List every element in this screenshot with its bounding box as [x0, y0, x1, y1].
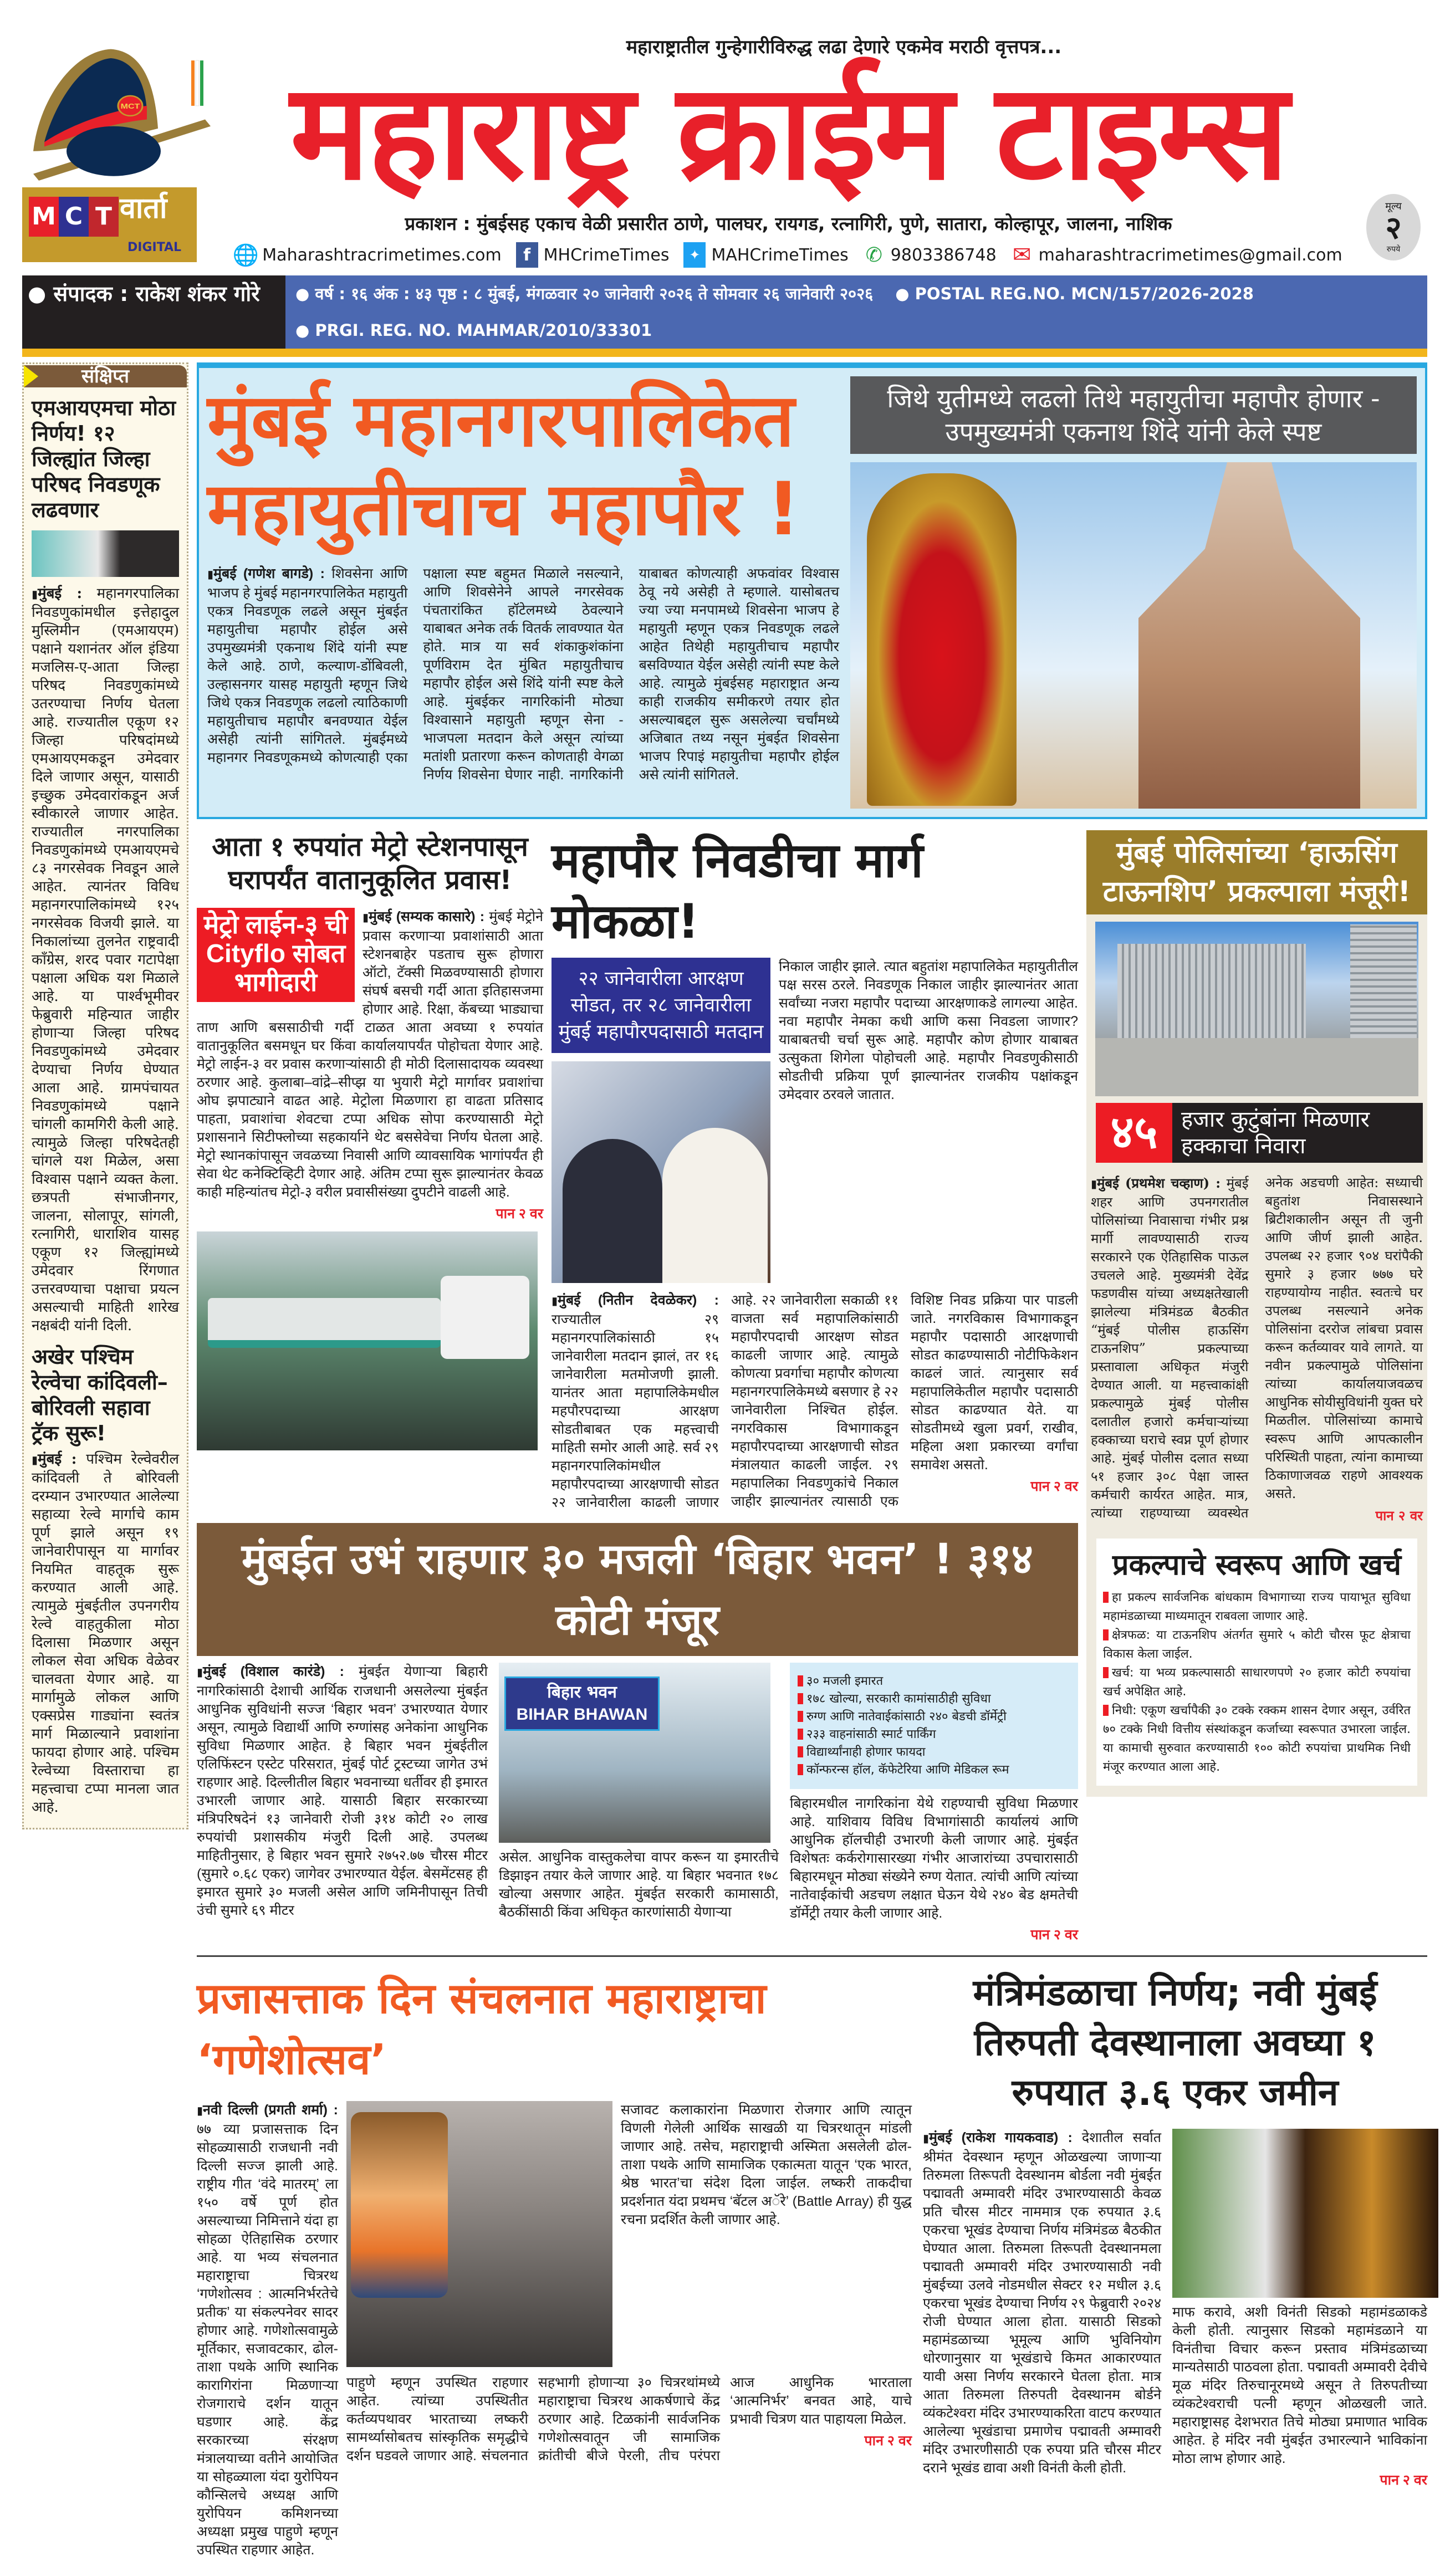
- mayor-body: [552, 1291, 1078, 1512]
- logo-word: वार्ता: [120, 192, 167, 225]
- continued-link[interactable]: पान २ वर: [1380, 2472, 1427, 2488]
- ganeshotsav-story: [197, 1968, 912, 2559]
- continued-link[interactable]: पान २ वर: [1030, 1927, 1078, 1943]
- phone-number: 9803386748: [890, 245, 997, 265]
- lead-text: शिवसेना आणि भाजप हे मुंबई महानगरपालिकेत महायुती एकत्र निवडणूक लढले असून मुंबईत महायुतीचा महापौर होईल असे उपमुख्यमंत्री एकनाथ शिंदे यांनी स्पष्ट केले आहे. ठाणे, कल्याण-डोंबिवली, उल्हासनगर यासह महायुती म्हणून जिथे जिथे एकत्र निवडणूक लढलो त्याठिकाणी महायुतीचाच महापौर बनवण्यात येईल असेही त्यांनी सांगितले. मुंबईमध्ये महानगर निवडणूकमध्ये कोणत्याही एका पक्षाला स्पष्ट बहुमत मिळाले नसल्याने, आणि शिवसेनेने आपले नगरसेवक पंचतारांकित हॉटेलमध्ये ठेवल्याने याबाबत अनेक तर्क वितर्क लावण्यात येत होते. मात्र या सर्व शंकाकुशंकांना पूर्णविराम देत मुंबित महायुतीचाच महापौर होईल असे शिंदे यांनी स्पष्ट केले आहे. मुंबईकर नागरिकांनी मोठ्या विश्वासाने महायुती म्हणून सेना - भाजपला मतदान केले असून त्यांच्या मतांशी प्रतारणा करून कोणताही वेगळा निर्णय शिवसेना घेणार नाही. नागरिकांनी याबाबत कोणत्याही अफवांवर विश्वास ठेवू नये असेही ते म्हणाले. यासोबतच ज्या ज्या मनपामध्ये शिवसेना भाजप हे महायुती म्हणून एकत्र निवडणूक लढले आहेत तिथेही महायुतीचाच महापौर बसविण्यात येईल असेही त्यांनी स्पष्ट केले आहे. त्यामुळे मुंबईसह महाराष्ट्रात अन्य काही राजकीय समीकरणे तयार होत असल्याबद्दल सुरू असलेल्या चर्चांमध्ये अजिबात तथ्य नसून मुंबईत शिवसेना भाजप रिपाइं महायुतीचा महापौर होईल असे त्यांनी सांगितले.: [207, 566, 839, 783]
- divider-strip: [22, 349, 1427, 357]
- police-housing-story: [1086, 830, 1427, 1797]
- cost-item: हा प्रकल्प सार्वजनिक बांधकाम विभागाच्या राज्य पायाभूत सुविधा महामंडळाच्या माध्यमातून राबवला जाणार आहे.: [1096, 1588, 1417, 1626]
- briefs-heading-text: संक्षिप्त: [81, 365, 130, 387]
- ganesh-idol-photo: [351, 2112, 448, 2298]
- bottom-section: [197, 1968, 1427, 2559]
- ganeshotsav-row: [197, 2101, 912, 2559]
- brief-headline: एमआयएमचा मोठा निर्णय! १२ जिल्ह्यांत जिल्हा परिषद निवडणूक लढवणार: [32, 396, 176, 522]
- info-bars: [22, 275, 1427, 349]
- tirupati-temple-collage: [1172, 2129, 1438, 2298]
- cost-item: निधी: एकूण खर्चापैकी ३० टक्के रक्कम शासन देणार असून, उर्वरित ७० टक्के निधी वित्तीय संस्थांकडून कर्जाच्या स्वरूपात उभारला जाईल. या कामाची सुरुवात करण्यासाठी १०० कोटी रुपयांचा प्राथमिक निधी मंजूर करण्यात आला आहे.: [1096, 1701, 1417, 1777]
- metro-train-photo: [197, 1231, 538, 1450]
- continued-link[interactable]: पान २ वर: [496, 1206, 543, 1221]
- byline: ▮ मुंबई (गणेश बागडे) :: [207, 566, 325, 581]
- tagline: महाराष्ट्रातील गुन्हेगारीविरुद्ध लढा देणारे एकमेव मराठी वृत्तपत्र...: [626, 36, 1062, 58]
- cost-item: खर्च: या भव्य प्रकल्पासाठी साधारणपणे २० हजार कोटी रुपयांचा खर्च अपेक्षित आहे.: [1096, 1664, 1417, 1701]
- main-area: [197, 362, 1427, 2559]
- ganeshotsav-col3: सजावट कलाकारांना मिळणारा रोजगार आणि त्यातून विणली गेलेली आर्थिक साखळी या चित्ररथातून मांडली जाणार आहे. तसेच, महाराष्ट्राची अस्मिता असलेली ढोल-ताशा पथके आणि सामाजिक एकात्मता यातून ‘एक भारत, श्रेष्ठ भारत’चा संदेश दिला जाईल. लष्करी ताकदीचा प्रदर्शनात यंदा प्रथमच ‘बॅटल अॅरे’ (Battle Array) ही युद्ध रचना प्रदर्शित केली जाणार आहे.: [621, 2102, 912, 2227]
- bihar-highlights: [790, 1663, 1078, 1789]
- families-banner: [1096, 1103, 1423, 1163]
- newspaper-title: महाराष्ट्र क्राईम टाइम्स: [290, 54, 1287, 209]
- throne-shape: [867, 473, 1017, 806]
- mayor-headline: महापौर निवडीचा मार्ग मोकळा!: [552, 833, 923, 949]
- bihar-row: [197, 1663, 1078, 1944]
- tower-shape: [1117, 944, 1306, 1049]
- mayor-chair-bmc-photo: [850, 462, 1417, 809]
- metro-headline: आता १ रुपयांत मेट्रो स्टेशनपासून घरापर्यंत वातानुकूलित प्रवास!: [212, 831, 528, 896]
- facebook-link[interactable]: [516, 242, 670, 268]
- facebook-handle: MHCrimeTimes: [543, 245, 670, 265]
- logo-letter: M: [29, 197, 59, 237]
- police-housing-headline: मुंबई पोलिसांच्या ‘हाऊसिंग टाऊनशिप’ प्रकल्पाला मंजूरी!: [1086, 830, 1427, 914]
- byline: ▮ मुंबई (नितीन देवळेकर) :: [552, 1292, 719, 1308]
- mayor-text: राज्यातील २९ महानगरपालिकांसाठी १५ जानेवारीला मतदान झालं, तर १६ जानेवारीला मतमोजणी झाली. यानंतर आता महापालिकेमधील महपौरपदाच्या आरक्षण सोडतीबाबत एक महत्त्वाची माहिती समोर आली आहे. सर्व २९ महानगरपालिकांमधील महापौरपदाच्या आरक्षणाची सोडत २२ जानेवारीला काढली जाणार आहे. २२ जानेवारीला सकाळी ११ वाजता सर्व महापालिकांसाठी महापौरपदाची आरक्षण सोडत काढली जाणार आहे. त्यामुळे कोणत्या प्रवर्गाचा महापौर कोणत्या महानगरपालिकेमध्ये बसणार हे २२ जानेवारीला निश्चित होईल. नगरविकास विभागाकडून महापौरपदाच्या आरक्षणाची सोडत मंत्रालयात काढली जाईल. २९ महापालिका निवडणुकांचे निकाल जाहीर झाल्यानंतर त्यासाठी एक विशिष्ट निवड प्रक्रिया पार पाडली जाते. नगरविकास विभागाकडून महापौर पदासाठी आरक्षणाची सोडत काढण्यासाठी नोटीफिकेशन काढलं जातं. त्यानुसार सर्व महापालिकेतील महापौर पदासाठी सोडत काढण्यात येते. या सोडतीमध्ये खुला प्रवर्ग, राखीव, महिला अशा प्रकारच्या वर्गांचा समावेश असतो.: [552, 1292, 1078, 1510]
- byline: ▮ मुंबई (प्रथमेश चव्हाण) :: [1091, 1175, 1221, 1191]
- highlight-item: २३३ वाहनांसाठी स्मार्ट पार्किंग: [798, 1726, 1070, 1744]
- briefs-column: [22, 362, 188, 1829]
- logo-letter: C: [59, 197, 89, 237]
- metro-story: [197, 830, 543, 1450]
- bihar-right-text: [790, 1795, 1078, 1944]
- mayor-visual: [552, 958, 770, 1283]
- police-cap-logo: [22, 33, 211, 183]
- briefs-heading: [24, 365, 187, 387]
- brief-headline: अखेर पश्चिम रेल्वेचा कांदिवली–बोरिवली सहावा ट्रॅक सुरू!: [32, 1345, 168, 1445]
- township-render-photo: [1095, 922, 1418, 1096]
- newspaper-page: [22, 0, 1427, 2576]
- ganeshotsav-headline: प्रजासत्ताक दिन संचलनात महाराष्ट्राचा ‘गणेशोत्सव’: [197, 1974, 767, 2084]
- lead-text-area: [207, 376, 839, 784]
- metro-highlight: मेट्रो लाईन-३ ची Cityflo सोबत भागीदारी: [197, 908, 355, 1002]
- website-text: Maharashtracrimetimes.com: [262, 245, 502, 265]
- police-housing-text: मुंबई शहर आणि उपनगरातील पोलिसांच्या निवासाचा गंभीर प्रश्न मार्गी लावण्यासाठी राज्य सरकारने एक ऐतिहासिक पाऊल उचलले आहे. मुख्यमंत्री देवेंद्र फडणवीस यांच्या अध्यक्षतेखाली झालेल्या मंत्रिमंडळ बैठकीत “मुंबई पोलीस हाऊसिंग टाऊनशिप” प्रकल्पाच्या प्रस्तावाला अधिकृत मंजुरी देण्यात आली. या महत्त्वाकांक्षी प्रकल्पामुळे मुंबई पोलीस दलातील हजारो कर्मचाऱ्यांच्या हक्काच्या घराचे स्वप्न पूर्ण होणार आहे. मुंबई पोलीस दलात सध्या ५१ हजार ३०८ पेक्षा जास्त कर्मचारी कार्यरत आहेत. मात्र, त्यांच्या राहण्याच्या व्यवस्थेत अनेक अडचणी आहेत: सध्याची बहुतांश निवासस्थाने ब्रिटीशकालीन असून ती जुनी आणि जीर्ण झाली आहेत. उपलब्ध २२ हजार ९०४ घरांपैकी सुमारे ३ हजार ७७७ घरे राहण्यायोग्य नाहीत. स्वतःचे घर उपलब्ध नसल्याने अनेक पोलिसांना दररोज लांबचा प्रवास करून कर्तव्यावर यावे लागते. या नवीन प्रकल्पामुळे पोलिसांना त्यांच्या कार्यालयाजवळच आधुनिक सोयीसुविधांनी युक्त घरे मिळतील. पोलिसांच्या कामाचे स्वरूप आणि आपत्कालीन परिस्थिती पाहता, त्यांना कामाच्या ठिकाणाजवळ राहणे आवश्यक असते.: [1091, 1175, 1423, 1521]
- lead-body: [207, 565, 839, 784]
- bihar-right-body: बिहारमधील नागरिकांना येथे राहण्याची सुविधा मिळणार आहे. याशिवाय विविध विभागांसाठी कार्यालयं आणि आधुनिक हॉलचीही उभारणी केली जाणार आहे. मुंबईत विशेषतः कर्करोगासारख्या गंभीर आजारांच्या उपचारासाठी बिहारमधून मोठ्या संख्येने रुग्ण येतात. त्यांची आणि त्यांच्या नातेवाईकांची अडचण लक्षात घेऊन येथे २४० बेड क्षमतेची डॉर्मेट्री तयार केली जाणार आहे.: [790, 1796, 1078, 1921]
- bihar-text: मुंबईत येणाऱ्या बिहारी नागरिकांसाठी देशाची आर्थिक राजधानी असलेल्या मुंबईत आधुनिक सुविधांनी सज्ज ‘बिहार भवन’ उभारण्यात येणार असून, त्यामुळे विद्यार्थी आणि रुग्णांसह अनेकांना आधुनिक सुविधा मिळणार आहेत. हे बिहार भवन मुंबईतील एलिफिंस्टन एस्टेट परिसरात, मुंबई पोर्ट ट्रस्टच्या जागेत उभं राहणार आहे. दिल्लीतील बिहार भवनाच्या धर्तीवर ही इमारत उभारली जाणार आहे. यासाठी बिहार सरकारच्या मंत्रिपरिषदेनं १३ जानेवारी रोजी ३१४ कोटी २० लाख रुपयांची प्रशासकीय मंजुरी दिली आहे. उपलब्ध माहितीनुसार, हे बिहार भवन सुमारे २७५२.७७ चौरस मीटर (सुमारे ०.६८ एकर) जागेवर उभारण्यात येईल. बेसमेंटसह ही इमारत सुमारे ३० मजली असेल आणि जमिनीपासून तिची उंची सुमारे ६९ मीटर: [197, 1664, 488, 1918]
- ganeshotsav-bottom-text: पाहुणे म्हणून उपस्थित राहणार आहेत. त्यांच्या उपस्थितीत कर्तव्यपथावर भारताच्या लष्करी सामर्थ्यासोबतच सांस्कृतिक समृद्धीचे दर्शन घडवले जाणार आहे. संचलनात सहभागी होणाऱ्या ३० चित्ररथांमध्ये महाराष्ट्राचा चित्ररथ आकर्षणाचे केंद्र ठरणार आहे. टिळकांनी सार्वजनिक गणेशोत्सवातून जी सामाजिक क्रांतीची बीजे पेरली, तीच परंपरा आज आधुनिक भारताला ‘आत्मनिर्भर’ बनवत आहे, याचे प्रभावी चित्रण यात पाहायला मिळेल.: [346, 2375, 912, 2463]
- metro-text: मुंबई मेट्रोने प्रवास करणाऱ्या प्रवाशांसाठी आता स्टेशनबाहेर पडताच सुरू होणारा ऑटो, टॅक्सी मिळवण्यासाठी होणारा संघर्ष बसची गर्दी आता इतिहासजमा होणार आहे. रिक्षा, कॅबच्या भाड्याचा ताण आणि बससाठीची गर्दी टाळत आता अवघ्या १ रुपयांत वातानुकूलित बसमधून घर किंवा कार्यालयापर्यंत पोहोचता येणार आहे. मेट्रो लाईन-३ वर प्रवास करणाऱ्यांसाठी ही मोठी दिलासादायक व्यवस्था ठरणार आहे. कुलाबा–वांद्रे–सीप्झ या भुयारी मेट्रो मार्गावर प्रवाशांचा ओघ झपाट्याने वाढत आहे. मेट्रोला मिळणारा हा वाढता प्रतिसाद पाहता, प्रवाशांचा शेवटचा टप्पा अधिक सोपा करण्यासाठी मेट्रो प्रशासनाने सिटीफ्लोच्या सहकार्याने थेट बससेवेचा निर्णय घेतला आहे. मेट्रो स्थानकांपासून जवळच्या निवासी आणि व्यावसायिक भागांपर्यंत ही सेवा थेट कनेक्टिव्हिटी देणार आहे. अंतिम टप्पा सुरू झाल्यानंतर केवळ काही महिन्यांतच मेट्रो-३ वरील प्रवासीसंख्या दुपटीने वाढली आहे.: [197, 909, 543, 1200]
- postal-reg: ● POSTAL REG.NO. MCN/157/2026-2028: [895, 284, 1254, 303]
- second-row: [197, 830, 1078, 1512]
- cost-item: क्षेत्रफळ: या टाऊनशिप अंतर्गत सुमारे ५ कोटी चौरस फूट क्षेत्राचा विकास केला जाईल.: [1096, 1626, 1417, 1664]
- cost-box-title: प्रकल्पाचे स्वरूप आणि खर्च: [1112, 1548, 1401, 1582]
- bihar-bhawan-sign: [504, 1677, 660, 1731]
- byline: ▮ मुंबई :: [32, 1451, 76, 1468]
- logo-badge-text: MCT: [120, 103, 140, 111]
- tirupati-body: [923, 2129, 1161, 2477]
- bihar-bhawan-collage: [499, 1663, 770, 1843]
- highlight-item: रुग्ण आणि नातेवाईकांसाठी २४० बेडची डॉर्मेट्री: [798, 1708, 1070, 1726]
- gate-wall-shape: [1095, 1038, 1418, 1096]
- email-address: maharashtracrimetimes@gmail.com: [1038, 245, 1342, 265]
- bihar-body: [197, 1663, 488, 1920]
- ganeshotsav-bottom: [346, 2374, 912, 2465]
- brief-body: [24, 1450, 187, 1817]
- highlight-item: ३० मजली इमारत: [798, 1673, 1070, 1690]
- highlight-item: विद्यार्थ्यांनाही होणार फायदा: [798, 1744, 1070, 1761]
- byline: ▮ मुंबई (सम्यक कासारे) :: [362, 909, 484, 924]
- mct-varta-digital-logo: [22, 187, 197, 262]
- tirupati-text-continued: [1172, 2303, 1427, 2490]
- middle-section: [197, 830, 1427, 1944]
- fadnavis-shinde-photo: [552, 1061, 770, 1283]
- lead-subheadline: जिथे युतीमध्ये लढलो तिथे महायुतीचा महापौर होणार - उपमुख्यमंत्री एकनाथ शिंदे यांनी केले स्पष्ट: [850, 376, 1417, 454]
- bihar-bhawan-story: [197, 1523, 1078, 1944]
- mayor-top: [552, 958, 1078, 1283]
- email-link[interactable]: [1011, 242, 1342, 268]
- lead-visual-area: [850, 376, 1417, 809]
- byline: ▮ मुंबई :: [32, 585, 82, 602]
- brief-body: [24, 585, 187, 1335]
- facebook-icon: f: [516, 242, 538, 268]
- mayor-story: [552, 830, 1078, 1512]
- tirupati-right: [1172, 2129, 1427, 2490]
- ganeshotsav-body: [197, 2101, 338, 2559]
- bihar-text-continued: असेल. आधुनिक वास्तुकलेचा वापर करून या इमारतीचे डिझाइन तयार केले जाणार आहे. या बिहार भवनात १७८ खोल्या असणार आहेत. मुंबईत सरकारी कामासाठी, बैठकींसाठी किंवा अधिकृत कारणांसाठी येणाऱ्या: [499, 1849, 779, 1920]
- families-count: ४५: [1096, 1103, 1172, 1163]
- ganeshotsav-top: [346, 2101, 912, 2367]
- website-link[interactable]: [234, 242, 501, 268]
- project-cost-box: [1096, 1539, 1417, 1786]
- mayor-highlight: २२ जानेवारीला आरक्षण सोडत, तर २८ जानेवारीला मुंबई महापौरपदासाठी मतदान: [552, 958, 770, 1053]
- masthead: [22, 33, 1427, 268]
- tirupati-story: [923, 1968, 1427, 2490]
- lead-story: [197, 362, 1427, 819]
- tirupati-headline: मंत्रिमंडळाचा निर्णय; नवी मुंबई तिरुपती देवस्थानाला अवघ्या १ रुपयात ३.६ एकर जमीन: [973, 1971, 1377, 2114]
- price-badge: [1366, 194, 1421, 260]
- price-unit: रुपये: [1386, 245, 1401, 254]
- editor-name: ● संपादक : राकेश शंकर गोरे: [22, 275, 285, 349]
- brief-text: महानगरपालिका निवडणुकांमधील इत्तेहादुल मुस्लिमीन (एमआयएम) पक्षाने यशानंतर ऑल इंडिया मजलिस-ए-आता जिल्हा परिषद निवडणुकांमध्ये उतरण्याचा निर्णय घेतला आहे. राज्यातील एकूण १२ जिल्हा परिषदांमध्ये एमआयएमकडून उमेदवार दिले जाणार असून, यासाठी इच्छुक उमेदवारांकडून अर्ज स्वीकारले जाणार आहेत. राज्यातील नगरपालिका निवडणुकांमध्ये एमआयएमचे ८३ नगरसेवक निवडून आले आहेत. त्यानंतर विविध महानगरपालिकांमध्ये १२५ नगरसेवक विजयी झाले. या निकालांच्या तुलनेत राष्ट्रवादी काँग्रेस, शरद पवार गटापेक्षा पक्षाला अधिक यश मिळाले आहे. या पार्श्वभूमीवर फेब्रुवारी महिन्यात जाहीर होणाऱ्या जिल्हा परिषद निवडणुकांमध्ये उमेदवार देण्याचा निर्णय घेण्यात आला आहे. ग्रामपंचायत निवडणुकांमध्ये पक्षाने चांगली कामगिरी केली आहे. त्यामुळे जिल्हा परिषदेतही चांगले यश मिळेल, असा विश्वास पक्षाने व्यक्त केला. छत्रपती संभाजीनगर, जालना, सोलापूर, सांगली, रत्नागिरी, धाराशिव यासह एकूण १२ जिल्ह्यांमध्ये उमेदवार रिंगणात उत्तरवण्याचा पक्षाचा प्रयत्न असल्याची माहिती शारेख नक्षबंदी यांनी दिली.: [32, 585, 180, 1334]
- person-shape: [563, 1139, 662, 1283]
- highlight-item: १७८ खोल्या, सरकारी कामांसाठीही सुविधा: [798, 1690, 1070, 1708]
- twitter-handle: MAHCrimeTimes: [711, 245, 849, 265]
- tirupati-text: देशातील सर्वात श्रीमंत देवस्थान म्हणून ओळखल्या जाणाऱ्या तिरुमला तिरूपती देवस्थानम बोर्डला नवी मुंबईत पद्मावती अम्मावरी मंदिर उभारण्यासाठी केवळ प्रति चौरस मीटर नाममात्र एक रुपयात ३.६ एकरचा भूखंड देण्याचा निर्णय मंत्रिमंडळ बैठकीत घेण्यात आला. तिरुमला तिरूपती देवस्थानमला पद्मावती अम्मावरी मंदिर उभारण्यासाठी नवी मुंबईच्या उलवे नोडमधील सेक्टर १२ मधील ३.६ एकरचा भूखंड देण्याचा निर्णय २९ फेब्रुवारी २०२४ रोजी घेण्यात आला होता. यासाठी सिडको महामंडळाच्या भूमूल्य आणि भुविनियोग धोरणानुसार या भूखंडाचे किमत आकारण्यात यावी असा निर्णय सरकारने घेतला होता. मात्र आता तिरुमला तिरुपती देवस्थानम बोर्डने व्यंकटेश्वरा मंदिर उभारण्याकरिता वाटप करण्यात आलेल्या भूखंडाचा प्रमाणेच पद्मावती अम्मावरी मंदिर उभारणीसाठी एक रुपया प्रति चौरस मीटर दराने भूखंड द्यावा अशी विनंती केली होती.: [923, 2130, 1161, 2476]
- bihar-bhawan-headline: मुंबईत उभं राहणार ३० मजली ‘बिहार भवन’ ! ३१४ कोटी मंजूर: [197, 1523, 1078, 1656]
- price-column: [1366, 33, 1427, 260]
- brief-text: पश्चिम रेल्वेवरील कांदिवली ते बोरिवली दरम्यान उभारण्यात आलेल्या सहाव्या रेल्वे मार्गाचे काम पूर्ण झाले असून १९ जानेवारीपासून या मार्गावर नियमित वाहतूक सुरू करण्यात आली आहे. त्यामुळे मुंबईतील उपनगरीय रेल्वे वाहतुकीला मोठा दिलासा मिळणार असून लोकल सेवा अधिक वेळेवर चालवता येणार आहे. या मार्गामुळे लोकल आणि एक्सप्रेस गाड्यांना स्वतंत्र मार्ग मिळाल्याने प्रवाशांना फायदा होणार आहे. पश्चिम रेल्वेच्या विस्ताराचा हा महत्त्वाचा टप्पा मानला जात आहे.: [32, 1451, 180, 1816]
- ganeshotsav-text: ७७ व्या प्रजासत्ताक दिन सोहळ्यासाठी राजधानी नवी दिल्ली सज्ज झाली आहे. राष्ट्रीय गीत ‘वंदे मातरम्’ ला १५० वर्षे पूर्ण होत असल्याच्या निमित्ताने यंदा हा सोहळा ऐतिहासिक ठरणार आहे. या भव्य संचलनात महाराष्ट्राचा चित्ररथ ‘गणेशोत्सव : आत्मनिर्भरतेचे प्रतीक’ या संकल्पनेवर सादर होणार आहे. गणेशोत्सवामुळे मूर्तिकार, सजावटकार, ढोल-ताशा पथके आणि स्थानिक कारागिरांना मिळणाऱ्या रोजगाराचे दर्शन यातून घडणार आहे. केंद्र सरकारच्या संरक्षण मंत्रालयाच्या वतीने आयोजित या सोहळ्याला यंदा युरोपियन कौन्सिलचे अध्यक्ष आणि युरोपियन कमिशनच्या अध्यक्षा प्रमुख पाहुणे म्हणून उपस्थित राहणार आहेत.: [197, 2122, 338, 2558]
- arrow-icon: [24, 365, 38, 387]
- prgi-reg: ● PRGI. REG. NO. MAHMAR/2010/33301: [295, 321, 652, 340]
- whatsapp-link[interactable]: [863, 242, 997, 268]
- whatsapp-icon: ✆: [865, 243, 882, 267]
- tower-shape: [1350, 924, 1417, 1052]
- bihar-right: [790, 1663, 1078, 1944]
- section-divider: [197, 1955, 1427, 1957]
- police-housing-body: [1091, 1174, 1423, 1525]
- continued-link[interactable]: पान २ वर: [1030, 1479, 1078, 1494]
- byline: ▮ नवी दिल्ली (प्रगती शर्मा) :: [197, 2102, 338, 2118]
- bus-shape: [441, 1276, 529, 1359]
- bmc-building-shape: [1138, 462, 1360, 809]
- mail-icon: ✉: [1012, 242, 1032, 268]
- metro-body: [197, 908, 543, 1223]
- continued-link[interactable]: पान २ वर: [864, 2433, 912, 2449]
- byline: ▮ मुंबई (राकेश गायकवाड) :: [923, 2130, 1073, 2145]
- lead-headline: मुंबई महानगरपालिकेत महायुतीचाच महापौर !: [207, 378, 800, 552]
- bihar-middle: [499, 1663, 779, 1921]
- issue-details: ● वर्ष : १६ अंक : ४३ पृष्ठ : ८ मुंबई, मंगळवार २० जानेवारी २०२६ ते सोमवार २६ जानेवारी २०२६: [295, 284, 874, 303]
- mayor-side-text: निकाल जाहीर झाले. त्यात बहुतांश महापालिकेत महायुतीतील पक्ष सरस ठरले. निवडणूक निकाल जाहीर झाल्यानंतर आता सर्वांच्या नजरा महापौर पदाच्या आरक्षणाकडे लागल्या आहेत. नवा महापौर नेमका कधी आणि कसा निवडला जाणार? याबाबतची चर्चा सुरू आहे. महापौर कोण होणार याबाबत उत्सुकता शिगेला पोहोचली आहे. महापौर निवडणुकीसाठी सोडतीची प्रक्रिया पूर्ण झाल्यानंतर राजकीय पक्षांकडून उमेदवार ठरवले जातात.: [779, 959, 1078, 1102]
- price-value: २: [1385, 210, 1402, 246]
- twitter-link[interactable]: [683, 242, 848, 268]
- contact-row: [222, 242, 1355, 268]
- person-shape: [662, 1128, 768, 1283]
- masthead-main: [222, 33, 1355, 268]
- continued-link[interactable]: पान २ वर: [1375, 1507, 1423, 1524]
- families-count-label: हजार कुटुंबांना मिळणार हक्काचा निवारा: [1172, 1103, 1423, 1163]
- republic-day-parade-photo: [346, 2101, 612, 2367]
- highlight-item: कॉन्फरन्स हॉल, कॅफेटेरिया आणि मेडिकल रूम: [798, 1761, 1070, 1779]
- globe-icon: 🌐: [232, 242, 259, 267]
- train-shape: [208, 1298, 441, 1348]
- publication-editions: प्रकाशन : मुंबईसह एकाच वेळी प्रसारीत ठाणे, पालघर, रायगड, रत्नागिरी, पुणे, सातारा, कोल्हापूर, जालना, नाशिक: [405, 213, 1172, 234]
- logo-suffix: DIGITAL: [127, 241, 182, 254]
- ganeshotsav-center: [346, 2101, 912, 2465]
- logo-letter: T: [89, 197, 119, 237]
- issue-info-bar: [285, 275, 1427, 349]
- twitter-icon: ✦: [683, 242, 706, 268]
- middle-left: [197, 830, 1078, 1944]
- page-content: [22, 362, 1427, 2559]
- logo-column: [22, 33, 211, 262]
- sign-english: BIHAR BHAWAN: [516, 1705, 648, 1724]
- sign-marathi: बिहार भवन: [547, 1683, 617, 1702]
- byline: ▮ मुंबई (विशाल कारंडे) :: [197, 1664, 344, 1679]
- tirupati-continued-body: माफ करावे, अशी विनंती सिडको महामंडळाकडे केली होती. त्यानुसार सिडको महामंडळाने या विनंतीचा विचार करून प्रस्ताव मंत्रिमंडळाच्या मान्यतेसाठी पाठवला होता. पद्मावती अम्मावरी देवीचे मूळ मंदिर तिरुचानूरमध्ये असून ते तिरुपतीच्या व्यंकटेश्वराची पत्नी म्हणून ओळखली जाते. महाराष्ट्रासह देशभरात तिचे मोठ्या प्रमाणात भाविक आहेत. हे मंदिर नवी मुंबईत उभारल्याने भाविकांना मोठा लाभ होणार आहे.: [1172, 2304, 1427, 2466]
- price-label: मूल्य: [1385, 201, 1402, 212]
- tirupati-row: [923, 2129, 1427, 2490]
- brief-photo: [32, 530, 179, 577]
